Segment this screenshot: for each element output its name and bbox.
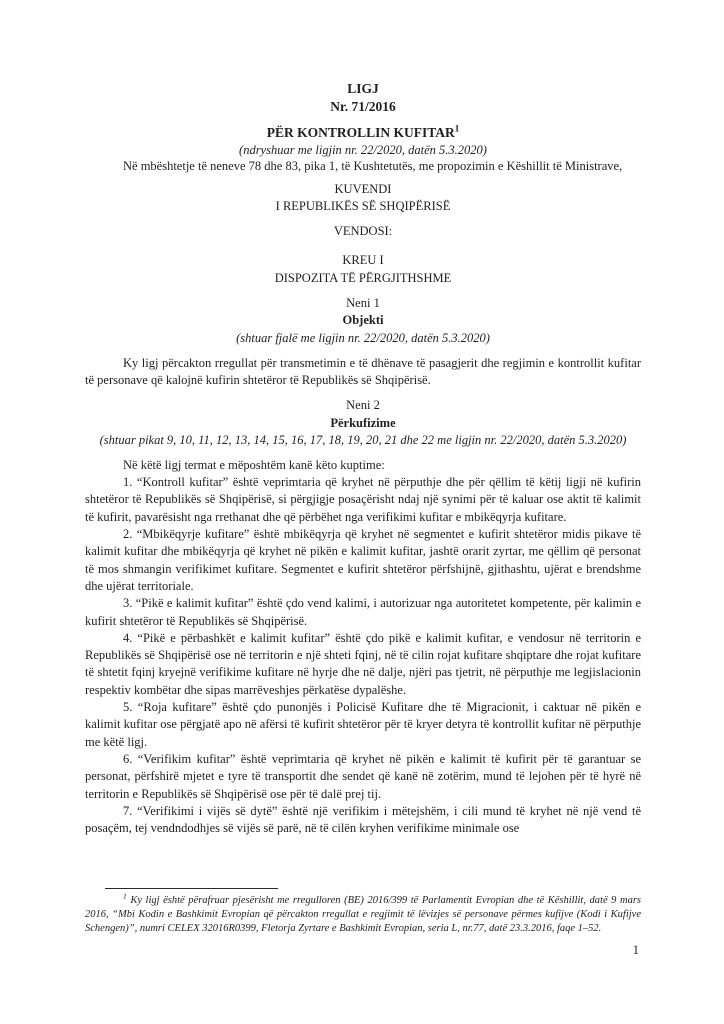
amendment-note: (ndryshuar me ligjin nr. 22/2020, datën 5.3.2020) (239, 143, 487, 158)
definition-3: 3. “Pikë e kalimit kufitar” është çdo vend kalimi, i autorizuar nga autoritetet kompetente, për kalimin e kufirit shtetëror të Republikës së Shqipërisë. (85, 596, 641, 628)
article-2-heading (85, 397, 641, 432)
definition-4: 4. “Pikë e përbashkët e kalimit kufitar” është çdo pikë e kalimit kufitar, e vendosur në territorin e Republikës së Shqipërisë ose në territorin e një shteti fqinj, në të cilin rojat kufitare shqiptare dhe rojat kufitare të shtetit fqinj kryejnë verifikime kufitare në hyrje dhe në dalje, njëri pas tjetrit, në përputhje me legjislacionin respektiv kombëtar dhe sipas marrëveshjes përkatëse dypalëshe. (85, 630, 641, 697)
article-2-intro: Në këtë ligj termat e mëposhtëm kanë këto kuptime: (123, 457, 385, 472)
article-1-title: Objekti (342, 313, 384, 328)
article-2-label: Neni 2 (346, 398, 380, 413)
assembly-line-2: I REPUBLIKËS SË SHQIPËRISË (275, 198, 451, 213)
article-1-label: Neni 1 (346, 296, 380, 311)
footnote-ref: 1 (123, 891, 127, 901)
definition-6: 6. “Verifikim kufitar” është veprimtaria që kryhet në pikën e kalimit të kufirit për të garantuar se personat, përfshirë mjetet e tyre të transportit dhe sendet që kanë në zotërim, mund të lejohen për të hyrë në territorin e Republikës së Shqipërisë ose për të dalë prej tij. (85, 751, 641, 801)
article-1-heading (85, 295, 641, 330)
article-1-paragraph: Ky ligj përcakton rregullat për transmetimin e të dhënave të pasagjerit dhe regjimin e kontrollit kufitar të personave që kalojnë kufirin shtetëror të Republikës së Shqipërisë. (85, 355, 641, 387)
title-footnote-ref: 1 (454, 123, 460, 134)
chapter-heading (85, 252, 641, 287)
footnote-text: $^1$ Ky ligj është përafruar pjesërisht me rregulloren (BE) 2016/399 të Parlamentit Evropian dhe të Këshillit, datë 9 mars 2016, “Mbi Kodin e Bashkimit Evropian që përcakton rregullat e regjimit të lëvizjes së personave përmes kufijve (Kodi i Kufijve Schengen)”, numri CELEX 32016R0399, Fletorja Zyrtare e Bashkimit Evropian, seria L, nr.77, datë 23.3.2016, faqe 1–52. (85, 891, 642, 934)
decision-word: VENDOSI: (333, 224, 393, 239)
footnote-block (85, 880, 641, 935)
law-header (85, 80, 641, 115)
definition-1: 1. “Kontroll kufitar” është veprimtaria që kryhet në përputhje dhe për qëllim të këtij ligji në kufirin shtetëror të Republikës së Shqipërisë, si përgjigje posaçërisht ndaj një synimi për të kaluar ose aktit të kalimit të kufirit, pavarësisht nga rrethanat dhe që përbëhet nga verifikimi kufitar e mbikëqyrja kufitare. (85, 475, 641, 524)
law-number: Nr. 71/2016 (330, 98, 396, 114)
definition-2: 2. “Mbikëqyrje kufitare” është mbikëqyrja që kryhet në segmentet e kufirit shtetëror midis pikave të kalimit kufitar dhe mbikëqyrja që kryhet në pikën e kalimit kufitar, jashtë orarit zyrtar, me qëllim që personat të mos shmangin verifikimet kufitare. Segmentet e kufirit shtetëror përfshijnë, gjithashtu, ujërat e brendshme dhe ujërat territoriale. (85, 527, 641, 593)
article-2-note: (shtuar pikat 9, 10, 11, 12, 13, 14, 15, 16, 17, 18, 19, 20, 21 dhe 22 me ligjin nr. 22/2020, datën 5.3.2020) (99, 432, 627, 447)
article-2-title: Përkufizime (330, 415, 396, 430)
document-content (85, 80, 641, 837)
assembly-line-1: KUVENDI (334, 181, 392, 196)
chapter-label: KREU I (342, 253, 384, 268)
assembly-block (85, 181, 641, 216)
footnote-separator (105, 888, 278, 889)
definition-5: 5. “Roja kufitare” është çdo punonjës i Policisë Kufitare dhe të Migracionit, i caktuar në pikën e kalimit kufitar ose përgjatë apo në afërsi të kufirit shtetëror për të kryer detyra të kontrollit kufitar në përputhje me këtë ligj. (85, 700, 641, 749)
page-number: 1 (632, 943, 639, 957)
preamble-paragraph: Në mbështetje të neneve 78 dhe 83, pika 1, të Kushtetutës, me propozimin e Këshillit të Ministrave, (123, 159, 623, 174)
law-label: LIGJ (347, 81, 379, 96)
chapter-title: DISPOZITA TË PËRGJITHSHME (274, 270, 452, 285)
law-title: PËR KONTROLLIN KUFITAR$^1$ (266, 123, 460, 140)
definition-7: 7. “Verifikimi i vijës së dytë” është një verifikim i mëtejshëm, i cili mund të kryhet në një vend të posaçëm, tej vendndodhjes së vijës së parë, në të cilën kryhen verifikime minimale ose (85, 803, 641, 836)
article-1-note: (shtuar fjalë me ligjin nr. 22/2020, datën 5.3.2020) (236, 330, 490, 345)
